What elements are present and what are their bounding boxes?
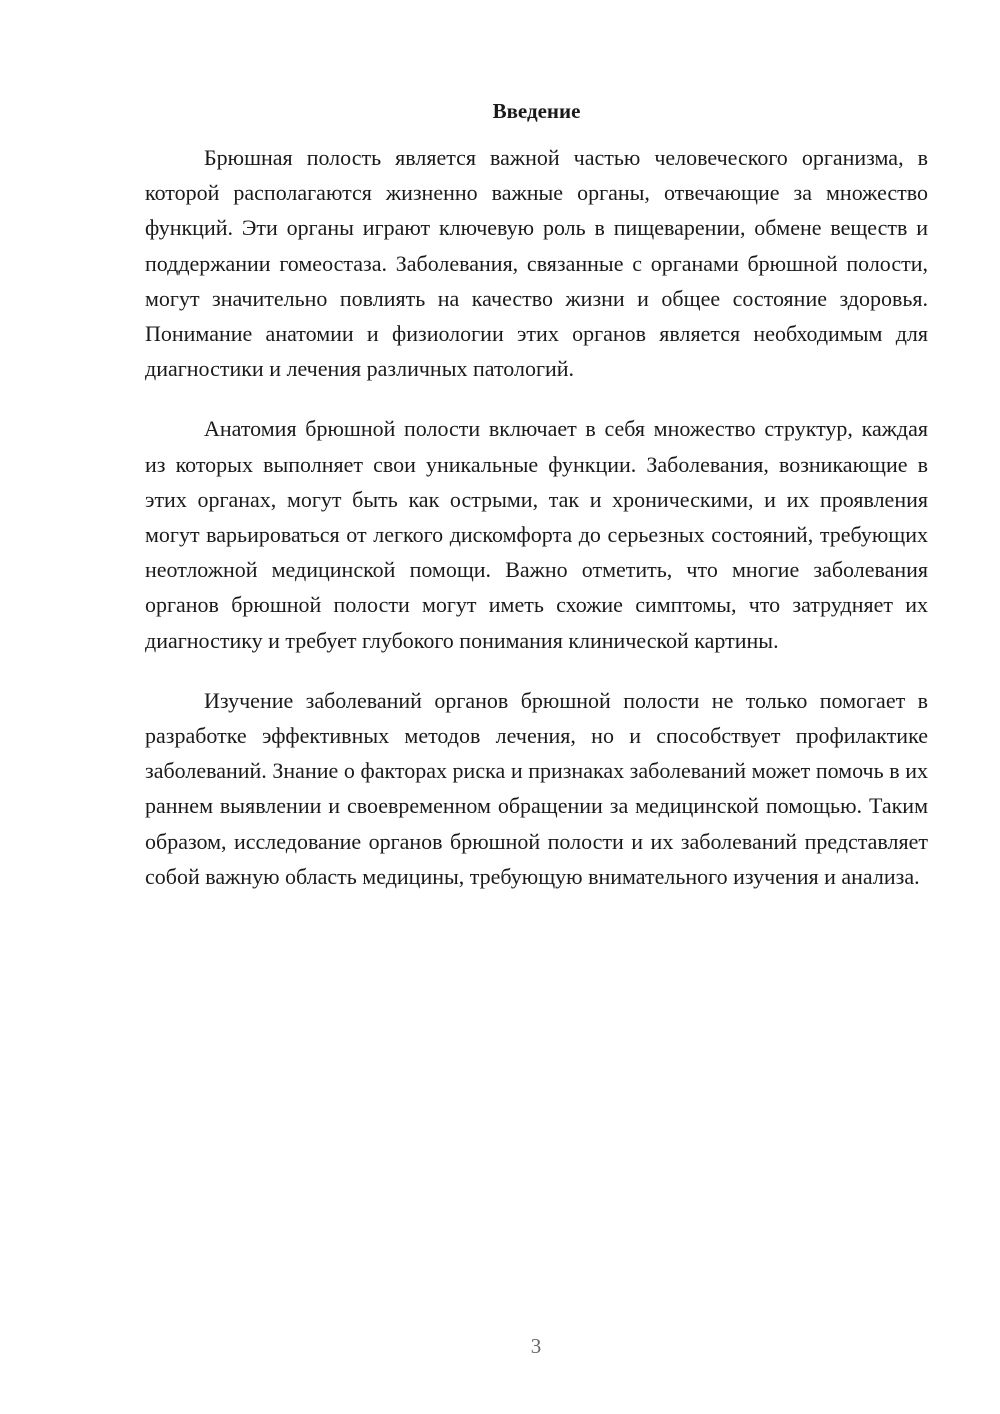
paragraph-2: Анатомия брюшной полости включает в себя множество структур, каждая из которых выполняет свои уникальные функции. Заболевания, возникающие в этих органах, могут быть как острыми, так и хроническими, и их проявления могут варьироваться от легкого дискомфорта до серьезных состояний, требующих неотложной медицинской помощи. Важно отметить, что многие заболевания органов брюшной полости могут иметь схожие симптомы, что затрудняет их диагностику и требует глубокого понимания клинической картины. <box>145 416 928 653</box>
section-heading: Введение <box>492 99 581 123</box>
page-body <box>145 94 928 919</box>
paragraph-3: Изучение заболеваний органов брюшной полости не только помогает в разработке эффективных методов лечения, но и способствует профилактике заболеваний. Знание о факторах риска и признаках заболеваний может помочь в их раннем выявлении и своевременном обращении за медицинской помощью. Таким образом, исследование органов брюшной полости и их заболеваний представляет собой важную область медицины, требующую внимательного изучения и анализа. <box>145 687 928 889</box>
page-number: 3 <box>530 1334 542 1358</box>
paragraph-1: Брюшная полость является важной частью человеческого организма, в которой располагаются жизненно важные органы, отвечающие за множество функций. Эти органы играют ключевую роль в пищеварении, обмене веществ и поддержании гомеостаза. Заболевания, связанные с органами брюшной полости, могут значительно повлиять на качество жизни и общее состояние здоровья. Понимание анатомии и физиологии этих органов является необходимым для диагностики и лечения различных патологий. <box>145 145 928 382</box>
